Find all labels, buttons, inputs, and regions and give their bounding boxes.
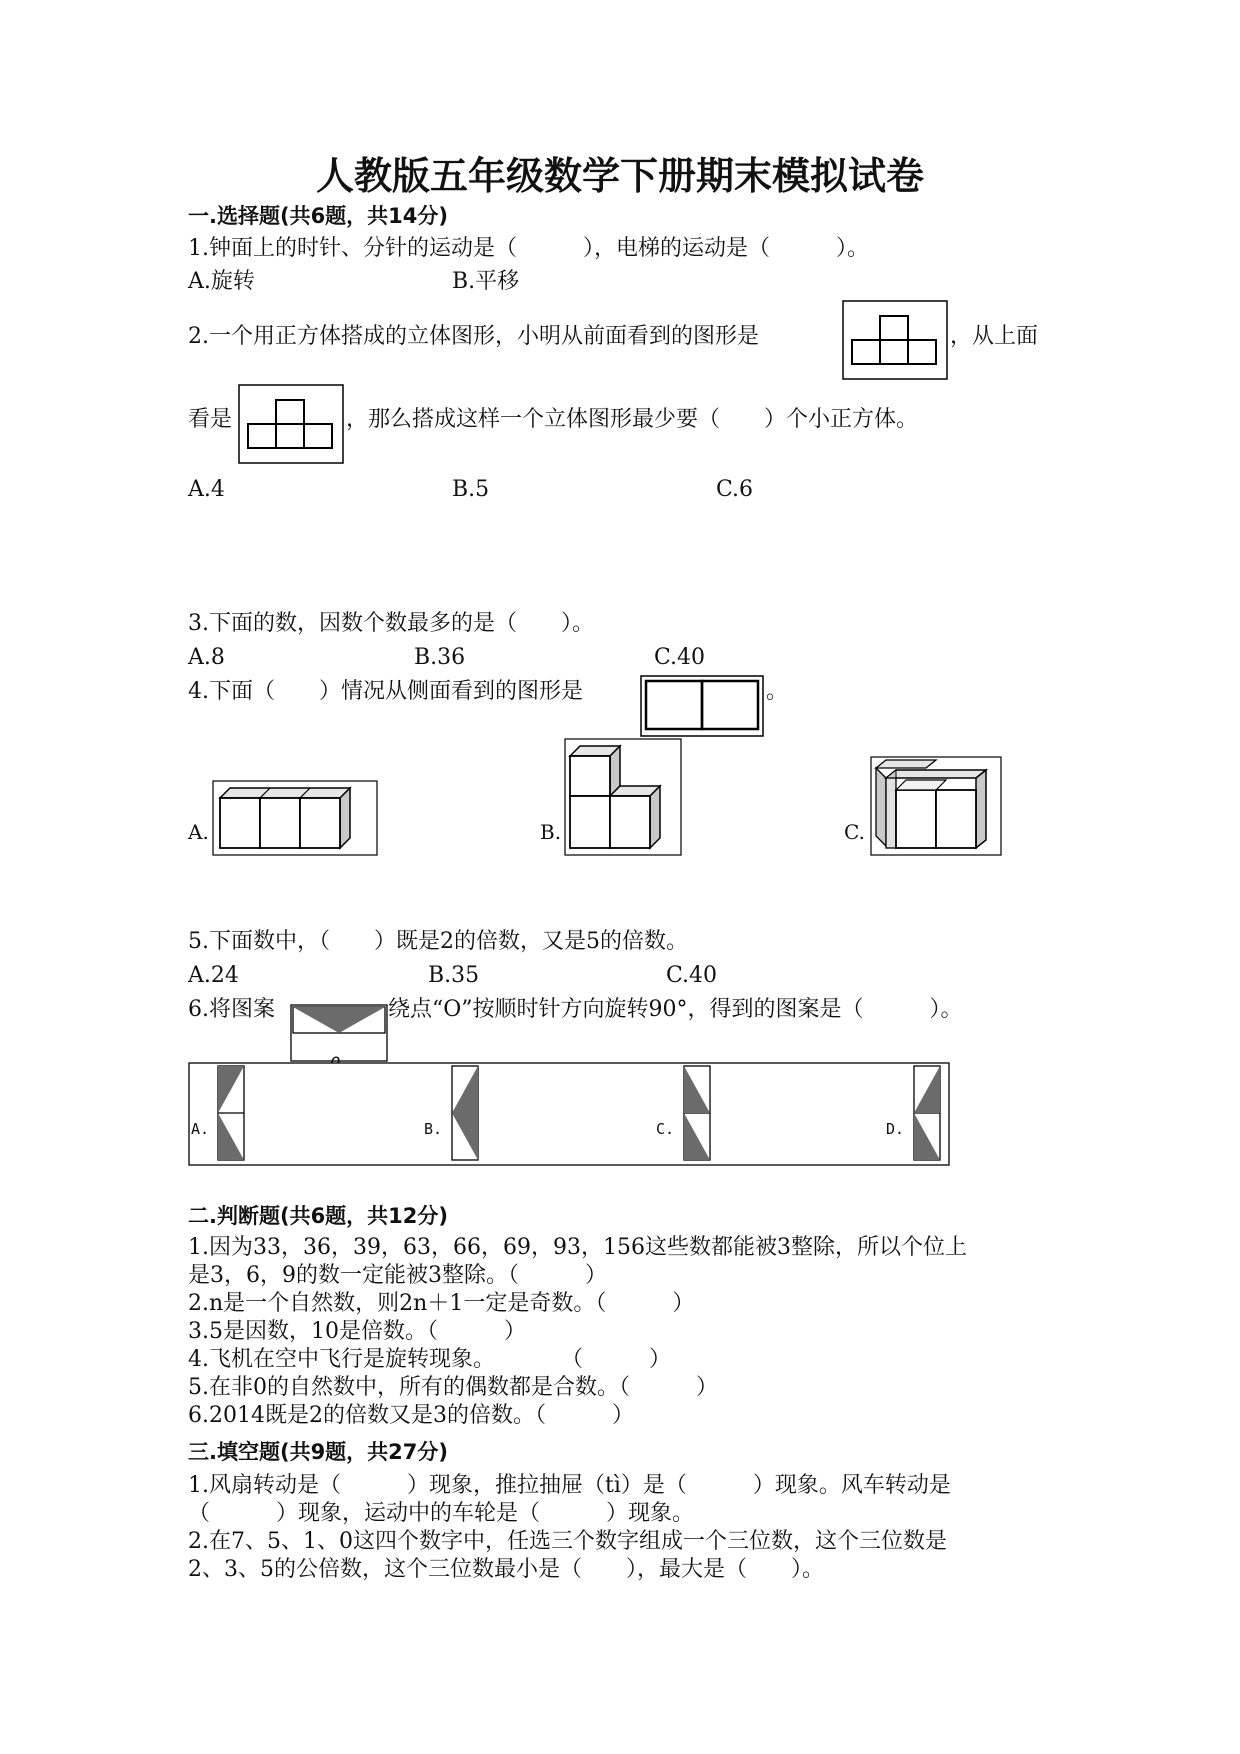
section-heading-judgement: 二.判断题(共6题，共12分)	[188, 1204, 449, 1228]
fill-in-line-3: 2.在7、5、1、0这四个数字中，任选三个数字组成一个三位数，这个三位数是	[188, 1529, 947, 1554]
question-6-option-c-figure	[684, 1066, 710, 1160]
question-4-option-b-label: B.	[540, 820, 562, 844]
question-4-option-a-figure	[212, 780, 378, 856]
question-5-option-b: B.35	[428, 963, 480, 988]
question-6-stem-part2: 绕点“O”按顺时针方向旋转90°，得到的图案是（ ）。	[388, 997, 963, 1022]
question-3-option-a: A.8	[188, 645, 225, 670]
question-5-option-a: A.24	[188, 963, 239, 988]
question-4-stem-part1: 4.下面（ ）情况从侧面看到的图形是	[188, 679, 583, 704]
question-4-option-a-label: A.	[188, 820, 209, 844]
question-6-option-a-label: A.	[191, 1120, 210, 1138]
question-2-stem-part2: ，从上面	[950, 324, 1039, 349]
question-6-options-box	[188, 1062, 950, 1166]
question-1-stem: 1.钟面上的时针、分针的运动是（ ），电梯的运动是（ ）。	[188, 236, 869, 261]
question-2-stem-part4: ，那么搭成这样一个立体图形最少要（ ）个小正方体。	[346, 407, 919, 432]
question-2-option-b: B.5	[452, 477, 490, 502]
question-2-stem-part1: 2.一个用正方体搭成的立体图形，小明从前面看到的图形是	[188, 324, 759, 349]
question-3-option-c: C.40	[654, 645, 706, 670]
question-6-option-d-figure	[914, 1066, 940, 1160]
fill-in-line-1: 1.风扇转动是（ ）现象，推拉抽屉（tì）是（ ）现象。风车转动是	[188, 1473, 951, 1498]
question-6-option-c-label: C.	[656, 1120, 675, 1138]
question-1-option-b: B.平移	[452, 269, 520, 294]
front-view-figure	[842, 300, 948, 380]
question-1-option-a: A.旋转	[188, 269, 255, 294]
top-view-figure	[238, 384, 344, 464]
question-2-option-c: C.6	[716, 477, 754, 502]
question-4-stem-part2: 。	[766, 679, 789, 704]
question-6-option-b-figure	[452, 1066, 478, 1160]
page-title: 人教版五年级数学下册期末模拟试卷	[315, 153, 924, 198]
side-view-figure	[640, 675, 764, 737]
question-4-option-b-figure	[564, 738, 682, 856]
question-3-option-b: B.36	[414, 645, 466, 670]
question-3-stem: 3.下面的数，因数个数最多的是（ ）。	[188, 611, 594, 636]
judgement-line-2: 是3，6，9的数一定能被3整除。（ ）	[188, 1263, 607, 1288]
judgement-line-4: 3.5是因数，10是倍数。（ ）	[188, 1319, 526, 1344]
judgement-line-5: 4.飞机在空中飞行是旋转现象。 （ ）	[188, 1347, 671, 1372]
judgement-line-1: 1.因为33，36，39，63，66，69，93，156这些数都能被3整除，所以个位上	[188, 1235, 967, 1260]
question-2-stem-part3: 看是	[188, 407, 233, 432]
question-6-option-a-figure	[218, 1066, 244, 1160]
section-heading-fill-in: 三.填空题(共9题，共27分)	[188, 1440, 449, 1464]
question-6-stem-part1: 6.将图案	[188, 997, 275, 1022]
judgement-line-7: 6.2014既是2的倍数又是3的倍数。（ ）	[188, 1403, 634, 1428]
question-5-option-c: C.40	[666, 963, 718, 988]
fill-in-line-4: 2、3、5的公倍数，这个三位数最小是（ ），最大是（ ）。	[188, 1557, 824, 1582]
fill-in-line-2: （ ）现象，运动中的车轮是（ ）现象。	[188, 1501, 695, 1526]
section-heading-choice: 一.选择题(共6题，共14分)	[188, 204, 449, 228]
question-4-option-c-figure	[870, 756, 1002, 856]
question-5-stem: 5.下面数中，（ ）既是2的倍数，又是5的倍数。	[188, 929, 688, 954]
question-2-option-a: A.4	[188, 477, 225, 502]
judgement-line-6: 5.在非0的自然数中，所有的偶数都是合数。（ ）	[188, 1375, 718, 1400]
judgement-line-3: 2.n是一个自然数，则2n＋1一定是奇数。（ ）	[188, 1291, 695, 1316]
question-6-option-d-label: D.	[886, 1120, 905, 1138]
question-6-option-b-label: B.	[424, 1120, 443, 1138]
question-4-option-c-label: C.	[844, 820, 865, 844]
